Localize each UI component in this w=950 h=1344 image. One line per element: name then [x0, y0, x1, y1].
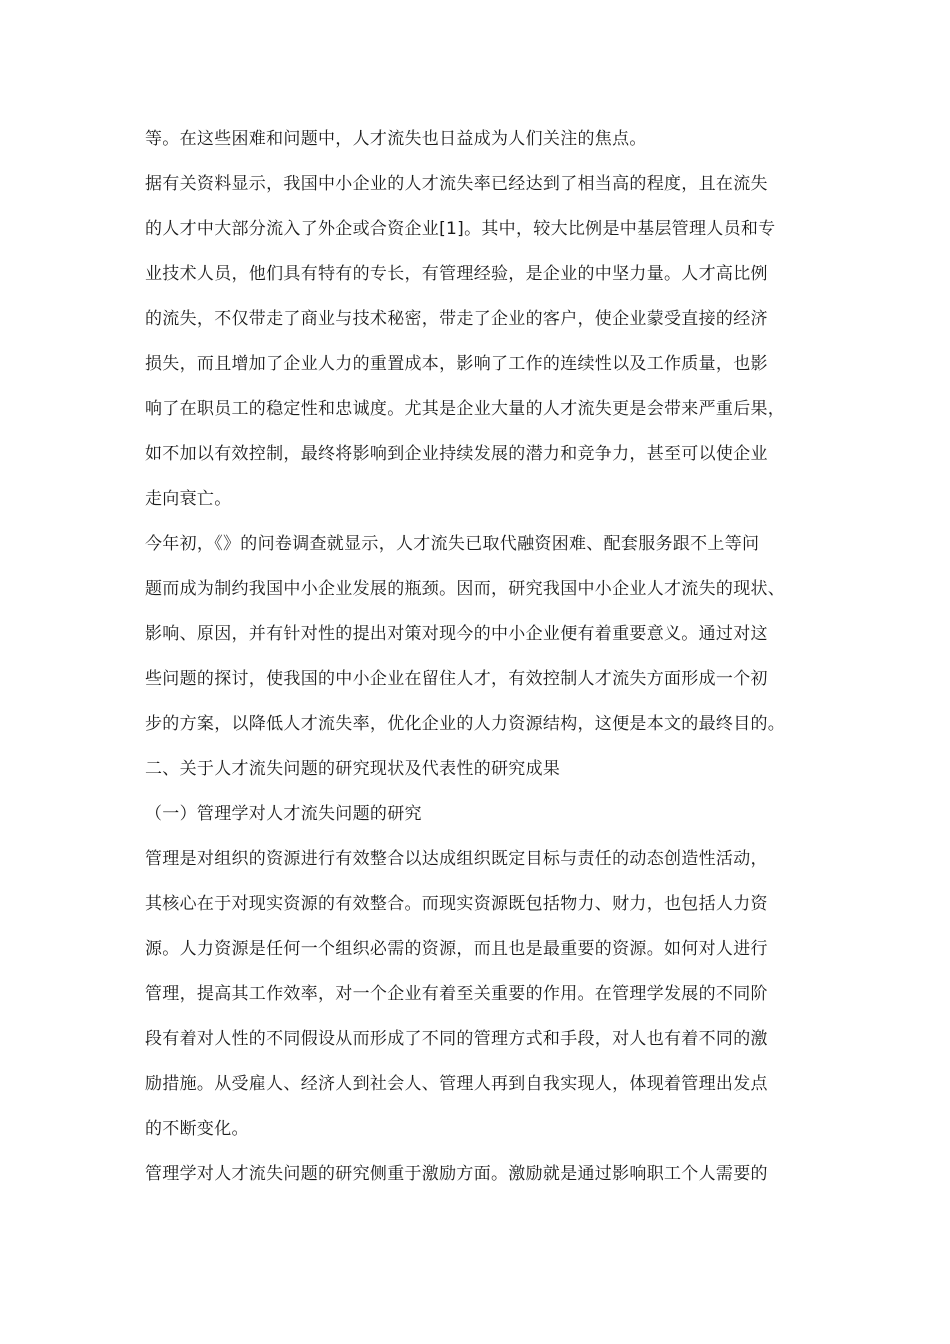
text-line: 步的方案，以降低人才流失率，优化企业的人力资源结构，这便是本文的最终目的。: [145, 714, 786, 734]
section-heading: 二、关于人才流失问题的研究现状及代表性的研究成果: [145, 759, 561, 779]
text-line: 影响、原因，并有针对性的提出对策对现今的中小企业便有着重要意义。通过对这: [145, 624, 768, 644]
text-line: 题而成为制约我国中小企业发展的瓶颈。因而，研究我国中小企业人才流失的现状、: [145, 579, 786, 599]
text-line: 响了在职员工的稳定性和忠诚度。尤其是企业大量的人才流失更是会带来严重后果，: [145, 399, 786, 419]
text-line: 损失，而且增加了企业人力的重置成本，影响了工作的连续性以及工作质量，也影: [145, 354, 768, 374]
text-line: 走向衰亡。: [145, 489, 232, 509]
text-line: 等。在这些困难和问题中，人才流失也日益成为人们关注的焦点。: [145, 129, 647, 149]
text-line: 段有着对人性的不同假设从而形成了不同的管理方式和手段，对人也有着不同的激: [145, 1029, 768, 1049]
text-line: 如不加以有效控制，最终将影响到企业持续发展的潜力和竞争力，甚至可以使企业: [145, 444, 768, 464]
subsection-heading: （一）管理学对人才流失问题的研究: [145, 804, 422, 824]
text-line: 管理，提高其工作效率，对一个企业有着至关重要的作用。在管理学发展的不同阶: [145, 984, 768, 1004]
text-line: 据有关资料显示，我国中小企业的人才流失率已经达到了相当高的程度，且在流失: [145, 174, 768, 194]
text-line: 其核心在于对现实资源的有效整合。而现实资源既包括物力、财力，也包括人力资: [145, 894, 768, 914]
text-line: 源。人力资源是任何一个组织必需的资源，而且也是最重要的资源。如何对人进行: [145, 939, 768, 959]
text-line: 的流失，不仅带走了商业与技术秘密，带走了企业的客户，使企业蒙受直接的经济: [145, 309, 768, 329]
text-line: 的不断变化。: [145, 1119, 249, 1139]
text-line: 些问题的探讨，使我国的中小企业在留住人才，有效控制人才流失方面形成一个初: [145, 669, 768, 689]
text-line: 的人才中大部分流入了外企或合资企业[1]。其中，较大比例是中基层管理人员和专: [145, 219, 776, 239]
text-line: 业技术人员，他们具有特有的专长，有管理经验，是企业的中坚力量。人才高比例: [145, 264, 768, 284]
text-line: 管理学对人才流失问题的研究侧重于激励方面。激励就是通过影响职工个人需要的: [145, 1164, 768, 1184]
text-line: 励措施。从受雇人、经济人到社会人、管理人再到自我实现人，体现着管理出发点: [145, 1074, 768, 1094]
text-line: 今年初，《》的问卷调查就显示，人才流失已取代融资困难、配套服务跟不上等问: [145, 534, 760, 554]
text-line: 管理是对组织的资源进行有效整合以达成组织既定目标与责任的动态创造性活动，: [145, 849, 768, 869]
